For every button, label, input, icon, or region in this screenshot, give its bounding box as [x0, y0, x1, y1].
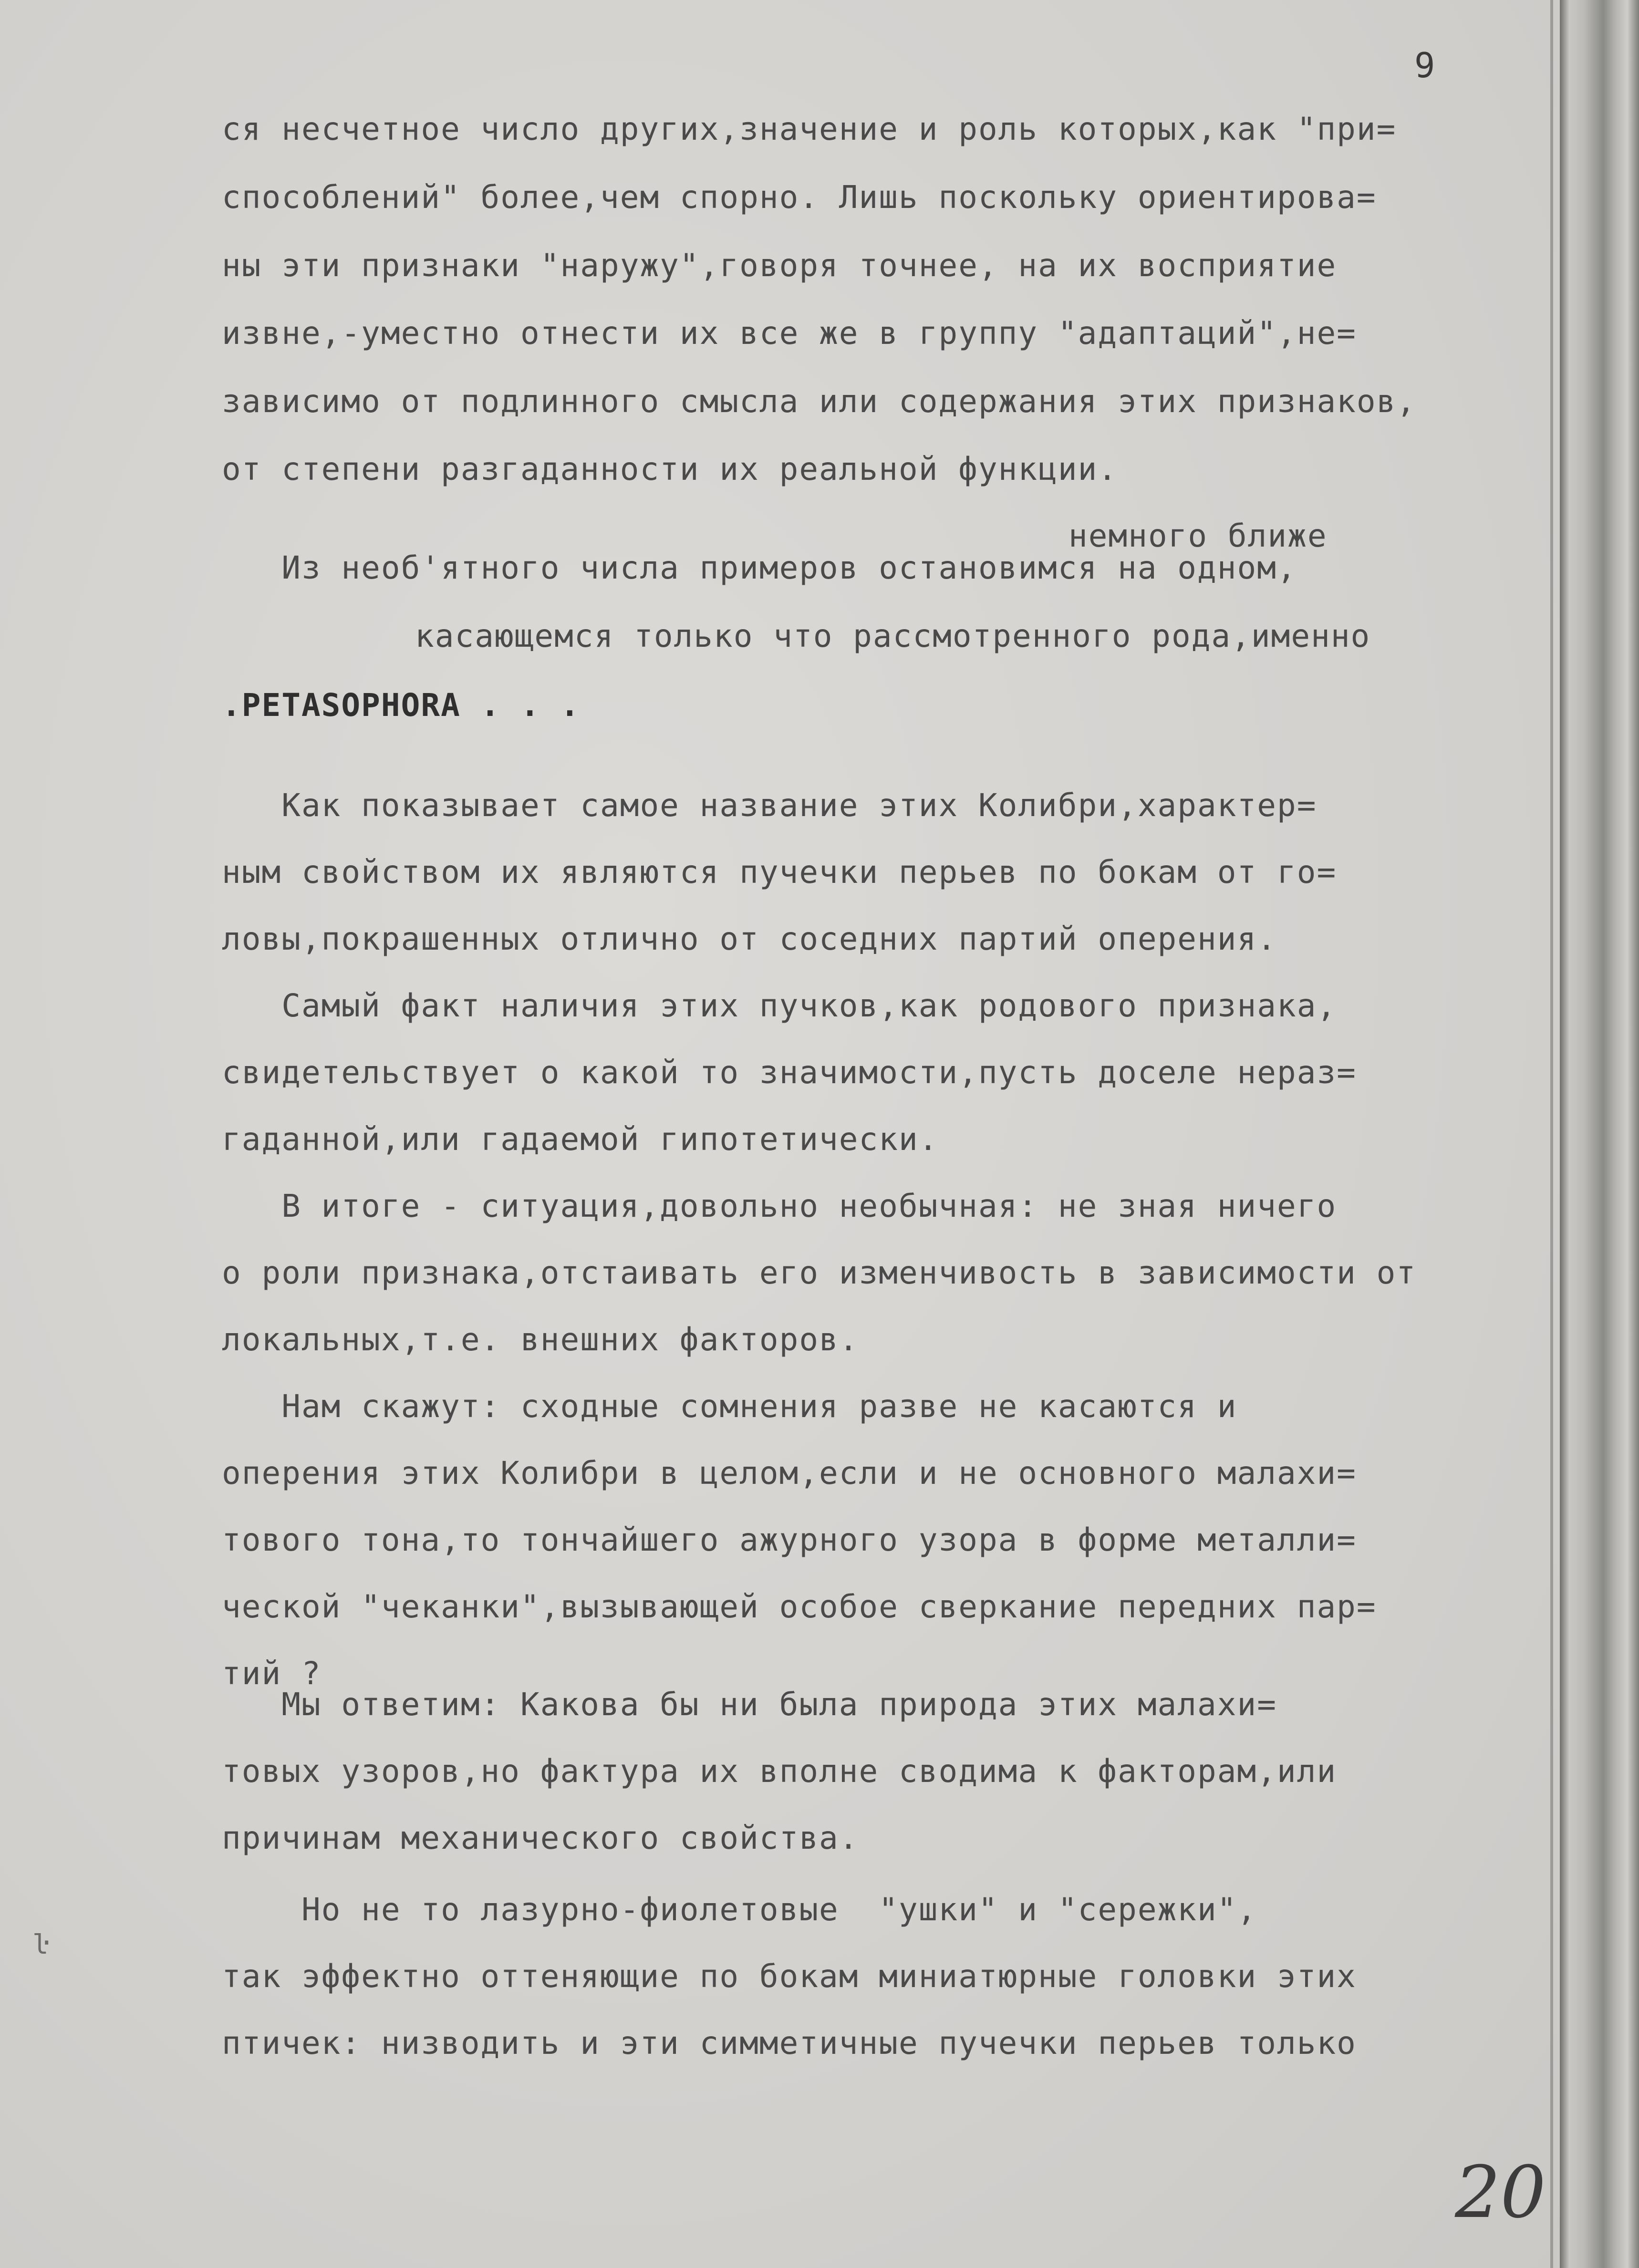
text-line-26: причинам механического свойства.	[222, 1820, 859, 1856]
text-line-14: свидетельствует о какой то значимости,пусть доселе нераз=	[222, 1054, 1357, 1091]
text-line-7: Из необ'ятного числа примеров остановимся на одном,	[222, 549, 1297, 586]
text-line-28: так эффектно оттеняющие по бокам миниатюрные головки этих	[222, 1958, 1357, 1995]
text-line-27: Но не то лазурно-фиолетовые "ушки" и "сережки",	[222, 1891, 1257, 1928]
text-line-24: Мы ответим: Какова бы ни была природа этих малахи=	[222, 1686, 1277, 1723]
text-line-4: извне,-уместно отнести их все же в группу "адаптаций",не=	[222, 315, 1357, 352]
text-line-11: ным свойством их являются пучечки перьев по бокам от го=	[222, 854, 1337, 891]
text-line-12: ловы,покрашенных отлично от соседних партий оперения.	[222, 921, 1277, 957]
margin-mark: ŀ	[32, 1929, 49, 1960]
text-line-13: Самый факт наличия этих пучков,как родового признака,	[222, 987, 1337, 1024]
text-line-23: тий ?	[222, 1655, 322, 1692]
text-line-29: птичек: низводить и эти симметичные пучечки перьев только	[222, 2025, 1357, 2061]
page-edge-stack	[1560, 0, 1639, 2268]
text-line-3: ны эти признаки "наружу",говоря точнее, на их восприятие	[222, 247, 1337, 284]
text-line-20: оперения этих Колибри в целом,если и не основного малахи=	[222, 1455, 1357, 1491]
handwritten-page-number: 20	[1455, 2151, 1546, 2234]
text-line-10: Как показывает самое название этих Колибри,характер=	[222, 787, 1317, 824]
text-line-2: способлений" более,чем спорно. Лишь поскольку ориентирова=	[222, 179, 1377, 216]
text-line-19: Нам скажут: сходные сомнения разве не касаются и	[222, 1388, 1237, 1425]
text-line-9: .PETASOPHORA . . .	[222, 687, 581, 724]
text-line-22: ческой "чеканки",вызывающей особое сверкание передних пар=	[222, 1588, 1377, 1625]
binding-line	[1550, 0, 1553, 2268]
text-line-21: тового тона,то тончайшего ажурного узора в форме металли=	[222, 1522, 1357, 1558]
page-number: 9	[1414, 45, 1435, 85]
handwritten-insertion: немного ближе	[1068, 518, 1328, 554]
text-line-16: В итоге - ситуация,довольно необычная: не зная ничего	[222, 1188, 1337, 1224]
text-line-1: ся несчетное число других,значение и роль которых,как "при=	[222, 111, 1397, 147]
text-line-25: товых узоров,но фактура их вполне сводима к факторам,или	[222, 1753, 1337, 1790]
text-line-6: от степени разгаданности их реальной функции.	[222, 451, 1118, 487]
text-line-5: зависимо от подлинного смысла или содержания этих признаков,	[222, 383, 1417, 420]
text-line-15: гаданной,или гадаемой гипотетически.	[222, 1121, 939, 1158]
text-line-18: локальных,т.е. внешних факторов.	[222, 1321, 859, 1358]
text-line-17: о роли признака,отстаивать его изменчивость в зависимости от	[222, 1254, 1417, 1291]
text-line-8: касающемся только что рассмотренного рода,именно	[415, 618, 1371, 654]
